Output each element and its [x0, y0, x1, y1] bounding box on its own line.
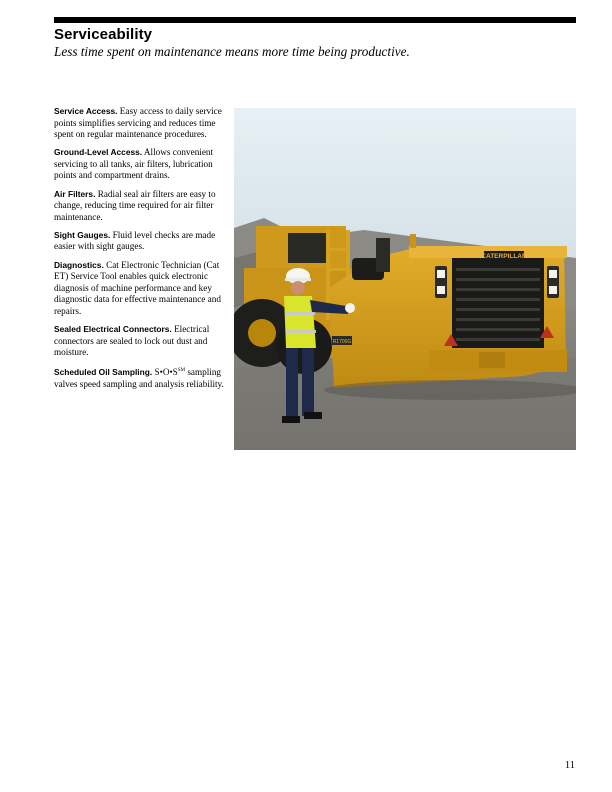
- hitch: [479, 352, 505, 368]
- feature-text: Easy access to daily service points simplifies servicing and reduces time spent on regular maintenance procedures.: [54, 106, 222, 140]
- feature-heading: Sealed Electrical Connectors.: [54, 324, 172, 334]
- boot-right: [304, 412, 322, 419]
- exhaust-stack: [376, 238, 390, 272]
- rear-wheel-hub: [248, 319, 276, 347]
- feature-heading: Scheduled Oil Sampling.: [54, 367, 153, 378]
- feature-text: S•O•S: [152, 367, 178, 378]
- machine-shadow: [324, 380, 576, 400]
- service-mark: SM: [177, 368, 186, 374]
- feature-text: Electrical connectors are sealed to lock out dust and moisture.: [54, 324, 210, 358]
- vest-stripe: [286, 330, 316, 333]
- feature-air-filters: [54, 189, 224, 224]
- lift-eye: [410, 234, 416, 248]
- headlight-lens: [549, 286, 557, 294]
- feature-text: Radial seal air filters are easy to change, reducing time required for air filter maintenance.: [54, 188, 216, 222]
- feature-sealed-connectors: [54, 324, 224, 359]
- feature-heading: Ground-Level Access.: [54, 147, 143, 158]
- headlight-lens: [437, 270, 445, 278]
- page-title: Serviceability: [54, 26, 153, 43]
- cab-window: [288, 233, 330, 263]
- loader-photo: [234, 108, 576, 450]
- face: [291, 281, 305, 295]
- page-number: 11: [564, 760, 575, 771]
- feature-oil-sampling: [54, 365, 224, 390]
- feature-text: Fluid level checks are made easier with sight gauges.: [54, 229, 216, 252]
- radiator-grille: [452, 258, 544, 348]
- feature-text: Cat Electronic Technician (Cat ET) Service Tool enables quick electronic diagnosis of machine performance and key diagnostic data for effective maintenance and repairs.: [54, 259, 221, 316]
- boot-left: [282, 416, 300, 423]
- feature-heading: Service Access.: [54, 106, 118, 116]
- page-subtitle: Less time spent on maintenance means more time being productive.: [54, 44, 410, 59]
- ladder-step: [326, 268, 350, 271]
- feature-heading: Diagnostics.: [54, 259, 104, 270]
- headlight-lens: [549, 270, 557, 278]
- vest-stripe: [285, 312, 315, 315]
- model-label: R1700G: [332, 339, 352, 345]
- trousers-right: [302, 348, 314, 416]
- feature-heading: Sight Gauges.: [54, 229, 111, 240]
- top-rule: [54, 17, 576, 23]
- feature-sight-gauges: [54, 230, 224, 253]
- glove: [345, 303, 355, 313]
- feature-heading: Air Filters.: [54, 188, 96, 199]
- headlight-lens: [437, 286, 445, 294]
- feature-text: Allows convenient servicing to all tanks, air filters, lubrication points and compartment drains.: [54, 147, 214, 181]
- feature-diagnostics: [54, 260, 224, 318]
- brand-label: CATERPILLAR: [481, 253, 527, 260]
- feature-text-continued: sampling valves speed sampling and analysis reliability.: [54, 367, 224, 389]
- feature-list: [54, 106, 224, 397]
- loader-illustration: [234, 108, 576, 450]
- ladder-step: [326, 248, 350, 251]
- feature-ground-level-access: [54, 147, 224, 182]
- feature-service-access: [54, 106, 224, 141]
- trousers-left: [286, 348, 298, 418]
- hard-hat-brim: [285, 278, 311, 281]
